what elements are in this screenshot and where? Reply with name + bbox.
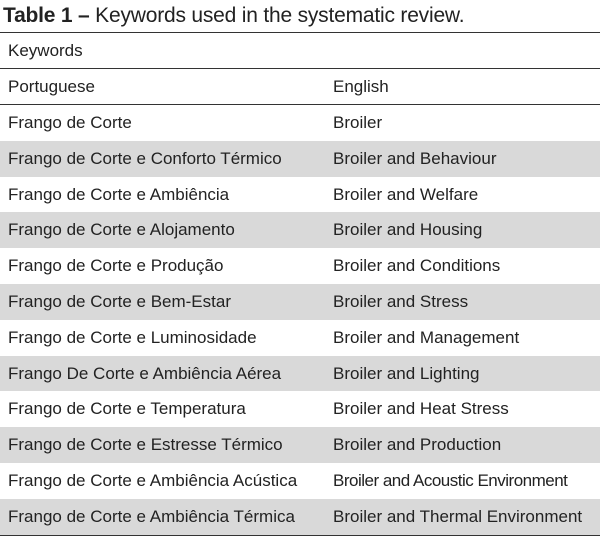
table-row xyxy=(0,391,600,427)
table-row xyxy=(0,320,600,356)
english-keyword: Broiler and Conditions xyxy=(333,256,501,276)
english-keyword: Broiler and Thermal Environment xyxy=(333,506,583,526)
portuguese-keyword: Frango de Corte e Ambiência Acústica xyxy=(8,470,298,490)
table-row xyxy=(0,427,600,463)
table-row xyxy=(0,499,600,536)
portuguese-keyword: Frango de Corte e Conforto Térmico xyxy=(8,148,282,168)
table-row xyxy=(0,212,600,248)
table-group-header: Keywords xyxy=(8,41,83,60)
portuguese-keyword: Frango de Corte e Luminosidade xyxy=(8,327,257,347)
portuguese-keyword: Frango de Corte xyxy=(8,113,132,132)
english-keyword: Broiler and Heat Stress xyxy=(333,399,509,419)
english-keyword: Broiler and Stress xyxy=(333,291,469,311)
english-keyword: Broiler and Lighting xyxy=(333,363,480,383)
table-row xyxy=(0,284,600,320)
english-keyword: Broiler and Production xyxy=(333,435,502,455)
english-keyword: Broiler xyxy=(333,113,383,132)
column-header-portuguese: Portuguese xyxy=(8,77,95,96)
english-keyword: Broiler and Housing xyxy=(333,220,483,240)
english-keyword: Broiler and Welfare xyxy=(333,184,479,204)
portuguese-keyword: Frango de Corte e Ambiência Térmica xyxy=(8,506,295,526)
portuguese-keyword: Frango de Corte e Estresse Térmico xyxy=(8,435,283,455)
portuguese-keyword: Frango de Corte e Ambiência xyxy=(8,184,230,204)
portuguese-keyword: Frango de Corte e Temperatura xyxy=(8,399,246,419)
portuguese-keyword: Frango De Corte e Ambiência Aérea xyxy=(8,363,282,383)
table-row xyxy=(0,356,600,392)
portuguese-keyword: Frango de Corte e Bem-Estar xyxy=(8,291,231,311)
column-header-english: English xyxy=(333,77,389,96)
english-keyword: Broiler and Management xyxy=(333,327,520,347)
table-header-row xyxy=(0,69,600,105)
table-group-header-row xyxy=(0,32,600,69)
portuguese-keyword: Frango de Corte e Produção xyxy=(8,256,224,276)
portuguese-keyword: Frango de Corte e Alojamento xyxy=(8,220,235,240)
table-row xyxy=(0,463,600,499)
table-caption-label: Table 1 – xyxy=(3,4,90,27)
table-row xyxy=(0,248,600,284)
english-keyword: Broiler and Acoustic Environment xyxy=(333,470,568,490)
english-keyword: Broiler and Behaviour xyxy=(333,148,497,168)
table-caption-text: Keywords used in the systematic review. xyxy=(89,4,465,27)
table-row xyxy=(0,105,600,141)
table-row xyxy=(0,141,600,177)
table-row xyxy=(0,177,600,213)
table-caption xyxy=(3,2,464,30)
keywords-table xyxy=(0,32,600,536)
